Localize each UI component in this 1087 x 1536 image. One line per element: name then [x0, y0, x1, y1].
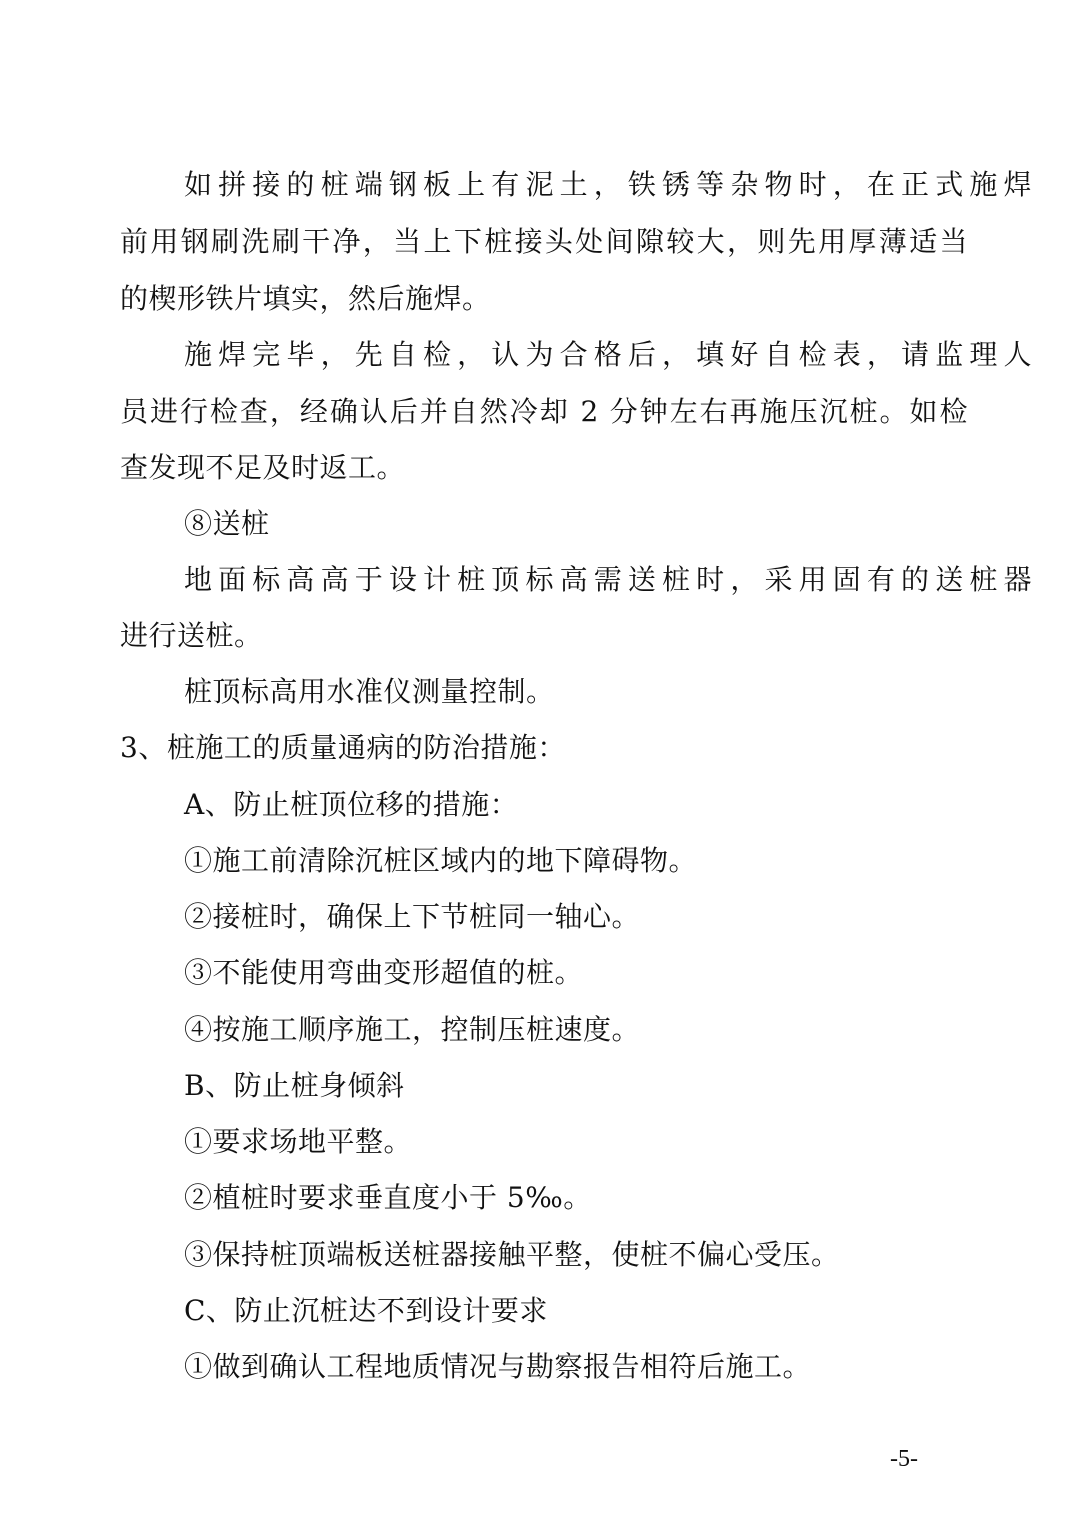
page-number: -5- — [890, 1446, 918, 1472]
paragraph-line: 的楔形铁片填实，然后施焊。 — [120, 282, 491, 315]
list-item: ③保持桩顶端板送桩器接触平整，使桩不偏心受压。 — [184, 1238, 840, 1271]
paragraph-line: 员进行检查，经确认后并自然冷却 2 分钟左右再施压沉桩。如检 — [120, 395, 968, 428]
paragraph-line: 查发现不足及时返工。 — [120, 451, 406, 484]
paragraph-line: 施焊完毕，先自检，认为合格后，填好自检表，请监理人 — [184, 338, 1032, 371]
list-item: ④按施工顺序施工，控制压桩速度。 — [184, 1013, 641, 1046]
list-item: ①做到确认工程地质情况与勘察报告相符后施工。 — [184, 1350, 812, 1383]
list-item: ①施工前清除沉桩区域内的地下障碍物。 — [184, 844, 698, 877]
paragraph-line: 桩顶标高用水准仪测量控制。 — [184, 675, 555, 708]
list-item: ①要求场地平整。 — [184, 1125, 413, 1158]
section-heading: ⑧送桩 — [184, 507, 270, 540]
subsection-heading: A、防止桩顶位移的措施： — [184, 788, 519, 821]
list-item: ③不能使用弯曲变形超值的桩。 — [184, 956, 584, 989]
subsection-heading: C、防止沉桩达不到设计要求 — [184, 1294, 548, 1327]
section-heading: 3、桩施工的质量通病的防治措施： — [120, 731, 566, 764]
paragraph-line: 进行送桩。 — [120, 619, 263, 652]
list-item: ②植桩时要求垂直度小于 5‰。 — [184, 1181, 592, 1214]
paragraph-line: 前用钢刷洗刷干净，当上下桩接头处间隙较大，则先用厚薄适当 — [120, 225, 968, 258]
paragraph-line: 如拼接的桩端钢板上有泥土，铁锈等杂物时，在正式施焊 — [184, 168, 1032, 201]
subsection-heading: B、防止桩身倾斜 — [184, 1069, 405, 1102]
paragraph-line: 地面标高高于设计桩顶标高需送桩时，采用固有的送桩器 — [184, 563, 1032, 596]
list-item: ②接桩时，确保上下节桩同一轴心。 — [184, 900, 641, 933]
